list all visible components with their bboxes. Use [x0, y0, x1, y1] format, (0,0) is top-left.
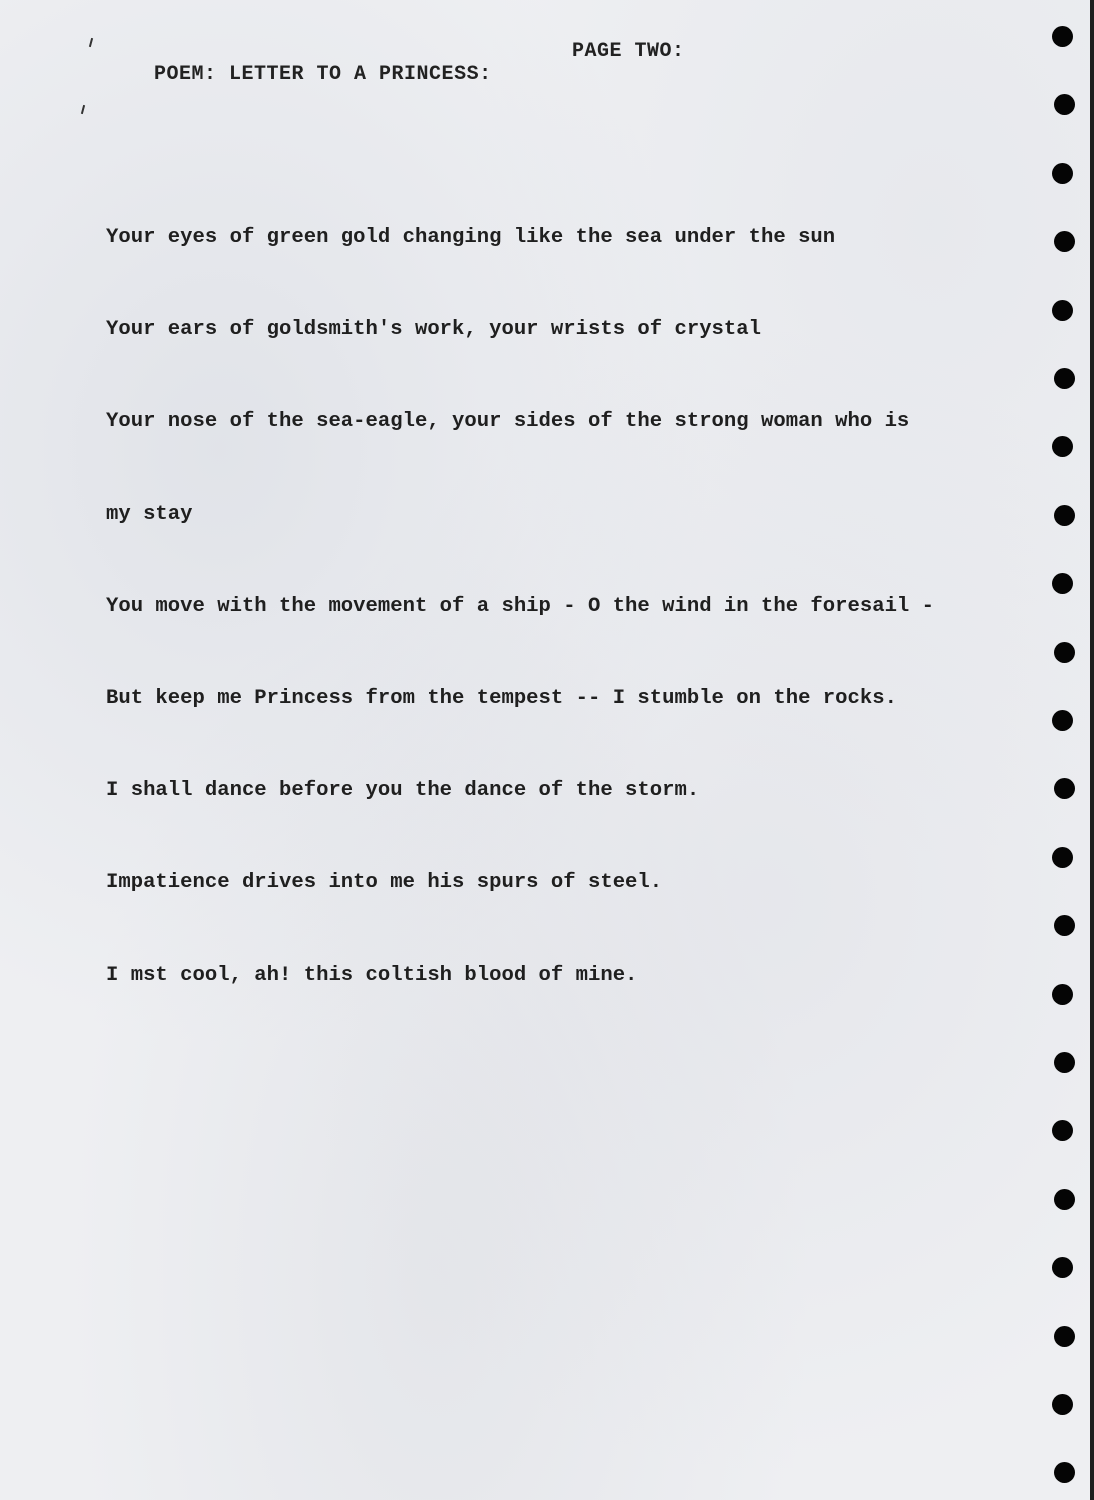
binder-hole	[1052, 1120, 1073, 1141]
binder-hole	[1054, 1052, 1075, 1073]
binder-hole	[1052, 300, 1073, 321]
binder-hole	[1052, 984, 1073, 1005]
page-number-label: PAGE TWO:	[572, 40, 685, 63]
binder-hole	[1052, 573, 1073, 594]
binder-hole	[1054, 915, 1075, 936]
poem-line: I shall dance before you the dance of the storm.	[106, 779, 700, 803]
binder-hole	[1054, 368, 1075, 389]
poem-line: my stay	[106, 502, 193, 526]
binder-hole	[1054, 642, 1075, 663]
binder-hole	[1054, 231, 1075, 252]
binder-hole	[1052, 1394, 1073, 1415]
poem-line: Your nose of the sea-eagle, your sides of the strong woman who is	[106, 410, 910, 434]
binder-hole	[1054, 1189, 1075, 1210]
binder-hole	[1052, 710, 1073, 731]
binder-hole	[1054, 94, 1075, 115]
binder-hole	[1052, 163, 1073, 184]
poem-line: But keep me Princess from the tempest -- I stumble on the rocks.	[106, 686, 897, 710]
poem-line: Your eyes of green gold changing like the sea under the sun	[106, 226, 836, 249]
poem-line: Your ears of goldsmith's work, your wrists of crystal	[106, 318, 761, 342]
binder-hole	[1052, 436, 1073, 457]
binder-hole	[1054, 505, 1075, 526]
binder-hole	[1054, 778, 1075, 799]
binder-hole	[1052, 26, 1073, 47]
binder-hole	[1052, 847, 1073, 868]
binder-hole	[1052, 1257, 1073, 1278]
poem-line: You move with the movement of a ship - O the wind in the foresail -	[106, 594, 935, 618]
poem-line: Impatience drives into me his spurs of steel.	[106, 871, 663, 895]
binder-hole	[1054, 1462, 1075, 1483]
binder-hole	[1054, 1326, 1075, 1347]
poem-line: I mst cool, ah! this coltish blood of mine.	[106, 963, 638, 987]
poem-title: POEM: LETTER TO A PRINCESS:	[154, 63, 492, 86]
